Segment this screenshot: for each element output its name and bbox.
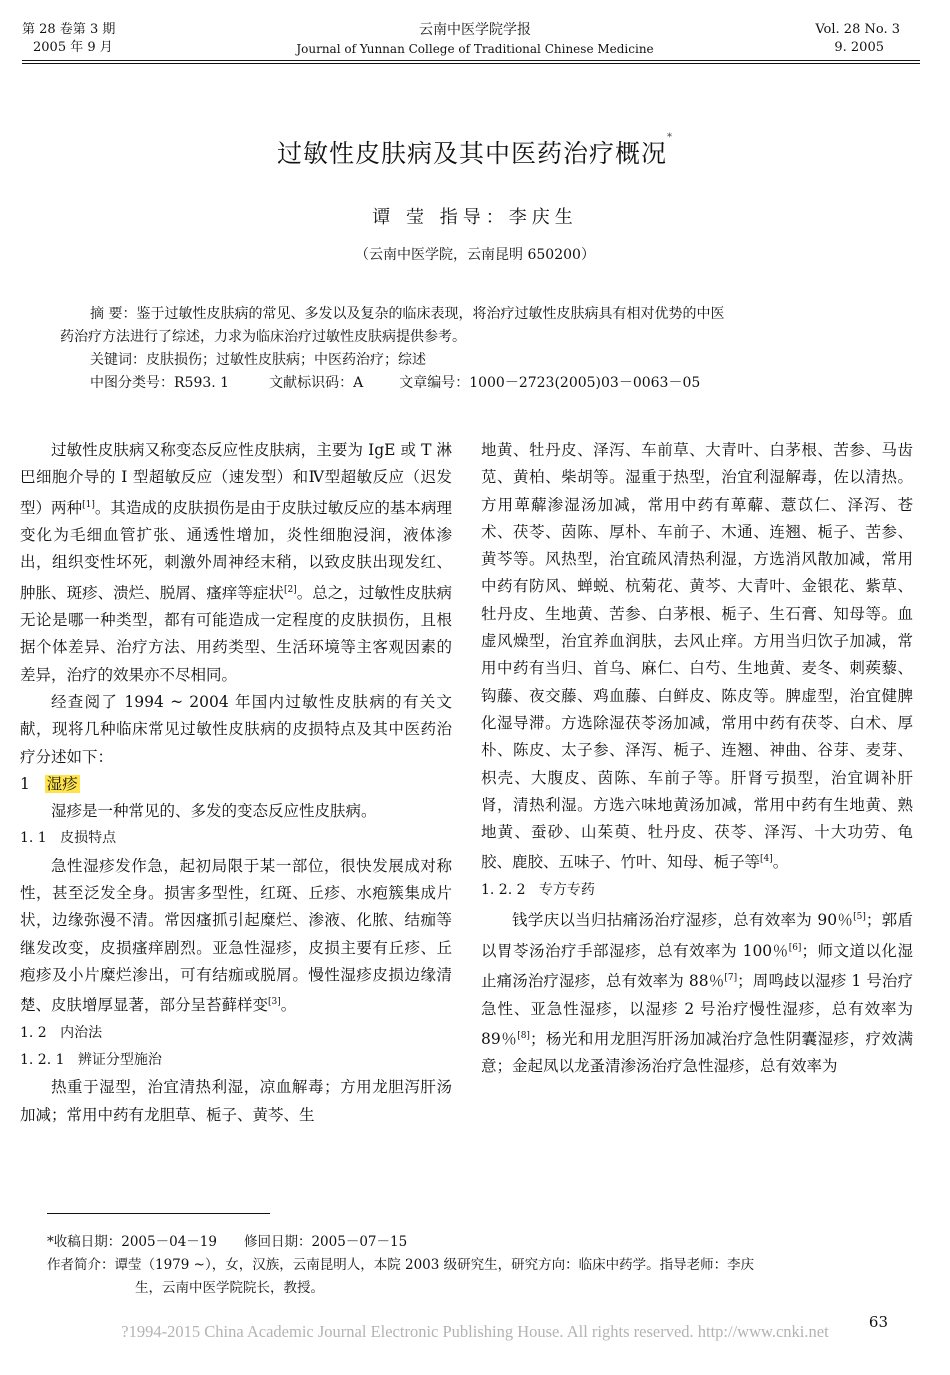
header-rule	[22, 60, 920, 61]
section-title-eczema: 湿疹	[46, 774, 78, 793]
paragraph-syndrome-treatment: 热重于湿型，治宜清热利湿，凉血解毒；方用龙胆泻肝汤加减；常用中药有龙胆草、栀子、黄芩、生	[20, 1078, 452, 1124]
paragraph-special-formulas: 钱学庆以当归拈痛汤治疗湿疹，总有效率为 90％[5]；郭盾以胃苓汤治疗手部湿疹，总有效率为 100％[6]；师文道以化湿止痛汤治疗湿疹，总有效率为 88％[7]；周鸣歧以湿疹 1 号治疗急性、亚急性湿疹，以湿疹 2 号治疗慢性湿疹，总有效率为 89％[8]；杨光和用龙胆泻肝汤加减治疗急性阴囊湿疹，疗效满意；金起凤以龙蚤清渗汤治疗急性湿疹，总有效率为	[481, 911, 913, 1076]
copyright-watermark: ?1994-2015 China Academic Journal Electronic Publishing House. All rights reserved. http://www.cnki.net	[121, 1322, 829, 1341]
title-footnote-mark: *	[667, 132, 673, 143]
date-en: 9. 2005	[834, 40, 884, 55]
volume-en: Vol. 28 No. 3	[815, 22, 900, 37]
footnote-rule	[47, 1213, 270, 1214]
paragraph-syndrome-cont: 地黄、牡丹皮、泽泻、车前草、大青叶、白茅根、苦参、马齿苋、黄柏、柴胡等。湿重于热型，治宜利湿解毒，佐以清热。方用萆薢渗湿汤加减，常用中药有萆薢、薏苡仁、泽泻、苍术、茯苓、茵陈、厚朴、车前子、木通、连翘、栀子、苦参、黄芩等。风热型，治宜疏风清热利湿，方选消风散加减，常用中药有防风、蝉蜕、杭菊花、黄芩、大青叶、金银花、紫草、牡丹皮、生地黄、苦参、白茅根、栀子、生石膏、知母等。血虚风燥型，治宜养血润肤，去风止痒。方用当归饮子加减，常用中药有当归、首乌、麻仁、白芍、生地黄、麦冬、刺蒺藜、钩藤、夜交藤、鸡血藤、白鲜皮、陈皮等。脾虚型，治宜健脾化湿导滞。方选除湿茯苓汤加减，常用中药有茯苓、白术、厚朴、陈皮、太子参、泽泻、栀子、连翘、神曲、谷芽、麦芽、枳壳、大腹皮、茵陈、车前子等。肝肾亏损型，治宜调补肝肾，清热利湿。方选六味地黄汤加减，常用中药有生地黄、熟地黄、蚕砂、山茱萸、牡丹皮、茯苓、泽泻、十大功劳、龟胶、鹿胶、五味子、竹叶、知母、栀子等[4]。	[481, 441, 913, 872]
volume-issue: 第 28 卷第 3 期	[22, 22, 116, 37]
issue-date: 2005 年 9 月	[33, 40, 113, 55]
journal-name-cn: 云南中医学院学报	[419, 22, 531, 38]
citation-2: [2]	[283, 584, 297, 595]
section-heading-1-1: 1. 1 皮损特点	[20, 830, 117, 847]
page-number: 63	[868, 1313, 888, 1331]
citation-4: [4]	[760, 854, 773, 865]
section-number: 1	[20, 774, 30, 793]
paragraph-scope: 经查阅了 1994 ~ 2004 年国内过敏性皮肤病的有关文献，现将几种临床常见过敏性皮肤病的皮损特点及其中医药治疗分述如下：	[20, 692, 452, 766]
author-line: 谭 莹 指导：李庆生	[372, 207, 578, 228]
footnote-author-bio-cont: 生，云南中医学院院长，教授。	[135, 1280, 324, 1296]
paragraph-intro: 过敏性皮肤病又称变态反应性皮肤病，主要为 IgE 或 T 淋巴细胞介导的 I 型超敏反应（速发型）和Ⅳ型超敏反应（迟发型）两种[1]。其造成的皮肤损伤是由于皮肤过敏反应的基本病理变化为毛细血管扩张、通透性增加，炎性细胞浸润，液体渗出，组织变性坏死，刺激外周神经末稍，以致皮肤出现发红、肿胀、斑疹、溃烂、脱屑、瘙痒等症状[2]。总之，过敏性皮肤病无论是哪一种类型，都有可能造成一定程度的皮肤损伤，且根据个体差异、治疗方法、用药类型、生活环境等主客观因素的差异，治疗的效果亦不尽相同。	[20, 441, 452, 684]
citation-1: [1]	[82, 499, 95, 510]
section-heading-1-2-2: 1. 2. 2 专方专药	[481, 881, 595, 898]
citation-8: [8]	[517, 1030, 530, 1041]
abstract-line-1: 摘 要：鉴于过敏性皮肤病的常见、多发以及复杂的临床表现，将治疗过敏性皮肤病具有相对优势的中医	[90, 306, 725, 322]
header-rule-double	[22, 63, 920, 64]
article-number: 文章编号：1000－2723(2005)03－0063－05	[399, 375, 701, 391]
paragraph-eczema-def: 湿疹是一种常见的、多发的变态反应性皮肤病。	[51, 802, 377, 821]
left-column	[20, 437, 452, 1129]
section-heading-1	[20, 771, 452, 798]
classification-line	[60, 372, 890, 395]
section-heading-1-2: 1. 2 内治法	[20, 1024, 103, 1041]
article-title: 过敏性皮肤病及其中医药治疗概况*	[276, 132, 673, 168]
citation-7: [7]	[724, 973, 738, 984]
classification-number: 中图分类号：R593. 1	[90, 375, 230, 391]
affiliation: （云南中医学院，云南昆明 650200）	[355, 247, 595, 263]
abstract-line-2: 药治疗方法进行了综述，力求为临床治疗过敏性皮肤病提供参考。	[60, 329, 466, 345]
citation-6: [6]	[788, 942, 802, 953]
citation-5: [5]	[853, 912, 866, 923]
footnote-dates: *收稿日期：2005－04－19 修回日期：2005－07－15	[47, 1234, 408, 1250]
footnote	[47, 1231, 907, 1300]
journal-name-en: Journal of Yunnan College of Traditional Chinese Medicine	[296, 42, 654, 56]
paragraph-lesion-features: 急性湿疹发作急，起初局限于某一部位，很快发展成对称性，甚至泛发全身。损害多型性，红斑、丘疹、水疱簇集成片状，边缘弥漫不清。常因瘙抓引起糜烂、渗液、化脓、结痂等继发改变，皮损瘙痒剧烈。亚急性湿疹，皮损主要有丘疹、丘疱疹及小片糜烂渗出，可有结痂或脱屑。慢性湿疹皮损边缘清楚、皮肤增厚显著，部分呈苔藓样变[3]。	[20, 856, 452, 1015]
section-heading-1-2-1: 1. 2. 1 辨证分型施治	[20, 1052, 162, 1068]
abstract-block	[60, 303, 890, 395]
document-code: 文献标识码：A	[269, 375, 364, 391]
footnote-author-bio: 作者简介：谭莹（1979 ~），女，汉族，云南昆明人，本院 2003 级研究生，研究方向：临床中药学。指导老师：李庆	[47, 1257, 755, 1273]
citation-3: [3]	[268, 997, 281, 1008]
right-column	[481, 437, 913, 1081]
keywords: 关键词：皮肤损伤；过敏性皮肤病；中医药治疗；综述	[90, 352, 426, 368]
